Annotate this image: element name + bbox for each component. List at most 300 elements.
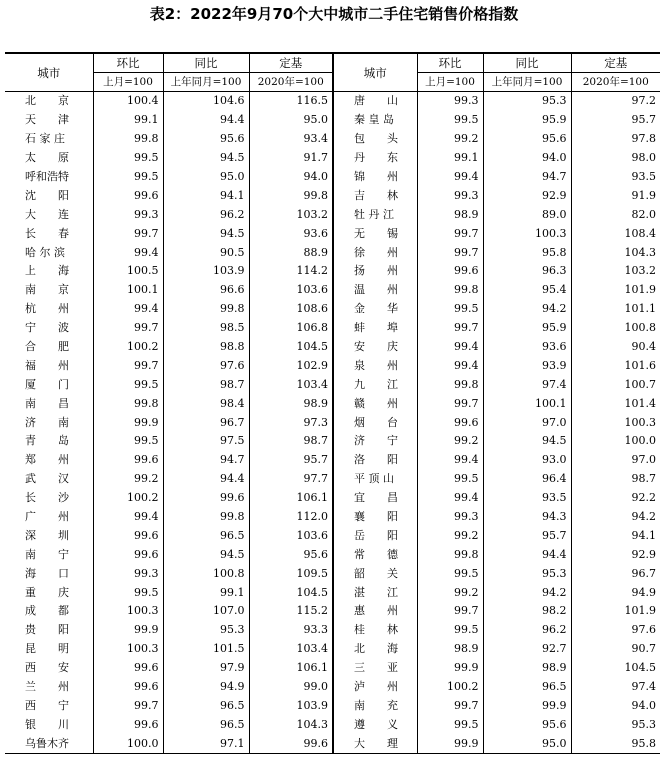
mom-value: 99.4 <box>417 168 483 187</box>
yoy-value: 98.5 <box>163 319 249 338</box>
base-value: 99.6 <box>249 734 333 753</box>
city-name: 三 亚 <box>333 659 417 678</box>
mom-value: 100.0 <box>93 734 163 753</box>
city-name: 烟 台 <box>333 413 417 432</box>
mom-value: 99.5 <box>93 583 163 602</box>
mom-value: 99.6 <box>93 526 163 545</box>
base-value: 94.2 <box>571 508 660 527</box>
mom-value: 98.9 <box>417 205 483 224</box>
city-name: 沈 阳 <box>25 188 69 202</box>
base-value: 108.6 <box>249 300 333 319</box>
base-value: 98.7 <box>571 470 660 489</box>
base-value: 106.1 <box>249 659 333 678</box>
mom-value: 99.9 <box>417 659 483 678</box>
mom-value: 99.7 <box>93 697 163 716</box>
mom-value: 100.3 <box>93 640 163 659</box>
mom-value: 99.7 <box>417 243 483 262</box>
yoy-value: 95.6 <box>483 715 571 734</box>
city-name: 郑 州 <box>25 453 69 467</box>
table-row <box>5 489 660 508</box>
base-value: 93.5 <box>571 168 660 187</box>
city-name: 常 德 <box>333 545 417 564</box>
mom-value: 99.4 <box>417 338 483 357</box>
city-name: 厦 门 <box>25 377 69 391</box>
table-row <box>5 451 660 470</box>
city-name: 上 海 <box>25 264 69 278</box>
mom-value: 98.9 <box>417 640 483 659</box>
table-row <box>5 262 660 281</box>
yoy-value: 92.7 <box>483 640 571 659</box>
city-name: 深 圳 <box>25 528 69 542</box>
yoy-value: 99.9 <box>483 697 571 716</box>
mom-value: 99.4 <box>93 243 163 262</box>
mom-value: 99.5 <box>93 149 163 168</box>
yoy-value: 97.6 <box>163 356 249 375</box>
mom-value: 99.5 <box>93 432 163 451</box>
base-value: 101.4 <box>571 394 660 413</box>
base-value: 97.6 <box>571 621 660 640</box>
city-name: 桂 林 <box>333 621 417 640</box>
yoy-value: 100.3 <box>483 224 571 243</box>
city-name: 长 春 <box>25 226 69 240</box>
yoy-value: 98.4 <box>163 394 249 413</box>
base-value: 94.0 <box>249 168 333 187</box>
yoy-value: 99.8 <box>163 508 249 527</box>
base-value: 104.5 <box>249 583 333 602</box>
city-name: 宜 昌 <box>333 489 417 508</box>
table-row <box>5 678 660 697</box>
mom-value: 99.5 <box>93 168 163 187</box>
yoy-value: 94.1 <box>163 186 249 205</box>
city-name: 济 南 <box>25 415 69 429</box>
base-value: 94.1 <box>571 526 660 545</box>
base-value: 103.6 <box>249 526 333 545</box>
base-value: 100.3 <box>571 413 660 432</box>
base-value: 103.4 <box>249 375 333 394</box>
city-name: 蚌 埠 <box>333 319 417 338</box>
table-row <box>5 697 660 716</box>
city-name: 徐 州 <box>333 243 417 262</box>
city-name: 金 华 <box>333 300 417 319</box>
city-name: 兰 州 <box>25 680 69 694</box>
table-row <box>5 205 660 224</box>
mom-value: 99.5 <box>93 375 163 394</box>
yoy-value: 97.9 <box>163 659 249 678</box>
mom-value: 99.6 <box>93 678 163 697</box>
table-row <box>5 470 660 489</box>
mom-value: 100.4 <box>93 92 163 111</box>
city-name: 泸 州 <box>333 678 417 697</box>
yoy-value: 95.0 <box>163 168 249 187</box>
mom-value: 100.3 <box>93 602 163 621</box>
city-name: 吉 林 <box>333 186 417 205</box>
base-value: 106.1 <box>249 489 333 508</box>
table-row <box>5 564 660 583</box>
city-name: 惠 州 <box>333 602 417 621</box>
yoy-value: 94.3 <box>483 508 571 527</box>
yoy-value: 99.1 <box>163 583 249 602</box>
city-name: 成 都 <box>25 604 69 618</box>
base-sub-header-left: 2020年=100 <box>249 73 333 92</box>
mom-value: 100.1 <box>93 281 163 300</box>
table-row <box>5 224 660 243</box>
mom-value: 99.3 <box>417 92 483 111</box>
yoy-value: 99.6 <box>163 489 249 508</box>
city-name: 襄 阳 <box>333 508 417 527</box>
mom-value: 99.8 <box>417 281 483 300</box>
city-name: 海 口 <box>25 566 69 580</box>
city-name: 大 连 <box>25 207 69 221</box>
city-header-right: 城市 <box>333 53 417 92</box>
base-value: 97.0 <box>571 451 660 470</box>
base-value: 93.4 <box>249 130 333 149</box>
base-value: 106.8 <box>249 319 333 338</box>
yoy-value: 103.9 <box>163 262 249 281</box>
base-value: 104.5 <box>571 659 660 678</box>
table-row <box>5 602 660 621</box>
city-name: 平 顶 山 <box>333 470 417 489</box>
base-value: 96.7 <box>571 564 660 583</box>
mom-value: 99.5 <box>417 621 483 640</box>
mom-value: 99.6 <box>93 659 163 678</box>
mom-value: 99.3 <box>417 508 483 527</box>
city-name: 哈 尔 滨 <box>25 245 65 259</box>
table-row <box>5 545 660 564</box>
yoy-value: 94.0 <box>483 149 571 168</box>
base-value: 99.8 <box>249 186 333 205</box>
city-name: 西 宁 <box>25 698 69 712</box>
table-row <box>5 319 660 338</box>
yoy-sub-header-right: 上年同月=100 <box>483 73 571 92</box>
yoy-value: 96.6 <box>163 281 249 300</box>
mom-sub-header-right: 上月=100 <box>417 73 483 92</box>
yoy-value: 92.9 <box>483 186 571 205</box>
yoy-sub-header-left: 上年同月=100 <box>163 73 249 92</box>
yoy-value: 99.8 <box>163 300 249 319</box>
yoy-value: 90.5 <box>163 243 249 262</box>
yoy-value: 96.4 <box>483 470 571 489</box>
yoy-value: 95.9 <box>483 319 571 338</box>
mom-value: 99.4 <box>93 300 163 319</box>
city-name: 湛 江 <box>333 583 417 602</box>
base-value: 94.0 <box>571 697 660 716</box>
mom-value: 99.2 <box>93 470 163 489</box>
yoy-value: 107.0 <box>163 602 249 621</box>
city-name: 扬 州 <box>333 262 417 281</box>
mom-value: 100.5 <box>93 262 163 281</box>
yoy-value: 96.7 <box>163 413 249 432</box>
yoy-value: 95.3 <box>483 564 571 583</box>
base-sub-header-right: 2020年=100 <box>571 73 660 92</box>
base-value: 100.0 <box>571 432 660 451</box>
mom-value: 99.2 <box>417 130 483 149</box>
table-header <box>5 53 660 92</box>
base-value: 109.5 <box>249 564 333 583</box>
city-name: 武 汉 <box>25 472 69 486</box>
yoy-value: 94.5 <box>163 545 249 564</box>
yoy-value: 95.0 <box>483 734 571 753</box>
table-row <box>5 621 660 640</box>
city-name: 九 江 <box>333 375 417 394</box>
base-value: 97.4 <box>571 678 660 697</box>
yoy-value: 96.2 <box>163 205 249 224</box>
base-value: 95.0 <box>249 111 333 130</box>
city-name: 贵 阳 <box>25 623 69 637</box>
mom-value: 99.5 <box>417 300 483 319</box>
mom-value: 99.5 <box>417 715 483 734</box>
mom-value: 99.2 <box>417 432 483 451</box>
mom-value: 99.8 <box>417 545 483 564</box>
yoy-value: 89.0 <box>483 205 571 224</box>
city-name: 安 庆 <box>333 338 417 357</box>
base-value: 97.7 <box>249 470 333 489</box>
mom-value: 99.7 <box>93 319 163 338</box>
mom-header-left: 环比 <box>93 53 163 73</box>
table-row <box>5 356 660 375</box>
mom-value: 99.3 <box>93 205 163 224</box>
yoy-value: 93.6 <box>483 338 571 357</box>
base-value: 82.0 <box>571 205 660 224</box>
city-name: 秦 皇 岛 <box>333 111 417 130</box>
base-value: 97.8 <box>571 130 660 149</box>
mom-value: 99.6 <box>417 413 483 432</box>
base-value: 116.5 <box>249 92 333 111</box>
mom-value: 99.7 <box>417 319 483 338</box>
base-value: 95.6 <box>249 545 333 564</box>
mom-value: 99.9 <box>417 734 483 753</box>
base-value: 103.2 <box>571 262 660 281</box>
table-row <box>5 394 660 413</box>
mom-value: 99.7 <box>417 224 483 243</box>
yoy-value: 93.5 <box>483 489 571 508</box>
base-value: 101.1 <box>571 300 660 319</box>
yoy-value: 94.2 <box>483 583 571 602</box>
mom-value: 99.6 <box>93 545 163 564</box>
yoy-value: 93.0 <box>483 451 571 470</box>
base-value: 114.2 <box>249 262 333 281</box>
mom-value: 99.6 <box>93 186 163 205</box>
base-value: 103.6 <box>249 281 333 300</box>
city-name: 大 理 <box>333 734 417 753</box>
base-value: 98.7 <box>249 432 333 451</box>
yoy-header-left: 同比 <box>163 53 249 73</box>
base-value: 115.2 <box>249 602 333 621</box>
table-row <box>5 583 660 602</box>
mom-value: 99.5 <box>417 470 483 489</box>
base-value: 92.2 <box>571 489 660 508</box>
yoy-value: 98.8 <box>163 338 249 357</box>
base-value: 97.3 <box>249 413 333 432</box>
mom-value: 100.2 <box>93 338 163 357</box>
yoy-value: 95.6 <box>163 130 249 149</box>
mom-value: 99.7 <box>417 394 483 413</box>
mom-value: 99.3 <box>93 564 163 583</box>
city-name: 锦 州 <box>333 168 417 187</box>
base-value: 95.3 <box>571 715 660 734</box>
city-name: 赣 州 <box>333 394 417 413</box>
yoy-value: 93.9 <box>483 356 571 375</box>
mom-value: 99.6 <box>93 715 163 734</box>
price-index-table <box>5 52 660 754</box>
base-value: 99.0 <box>249 678 333 697</box>
base-value: 90.7 <box>571 640 660 659</box>
city-name: 南 充 <box>333 697 417 716</box>
yoy-value: 94.9 <box>163 678 249 697</box>
base-value: 90.4 <box>571 338 660 357</box>
yoy-value: 96.2 <box>483 621 571 640</box>
yoy-value: 96.5 <box>163 526 249 545</box>
table-row <box>5 281 660 300</box>
city-name: 北 海 <box>333 640 417 659</box>
base-value: 104.3 <box>571 243 660 262</box>
table-row <box>5 526 660 545</box>
yoy-value: 94.7 <box>483 168 571 187</box>
base-header-left: 定基 <box>249 53 333 73</box>
mom-value: 99.9 <box>93 621 163 640</box>
yoy-value: 97.4 <box>483 375 571 394</box>
mom-value: 99.5 <box>417 564 483 583</box>
table-row <box>5 149 660 168</box>
city-name: 青 岛 <box>25 434 69 448</box>
base-value: 97.2 <box>571 92 660 111</box>
yoy-value: 94.4 <box>163 470 249 489</box>
yoy-value: 96.5 <box>163 697 249 716</box>
yoy-value: 95.8 <box>483 243 571 262</box>
city-name: 洛 阳 <box>333 451 417 470</box>
city-name: 岳 阳 <box>333 526 417 545</box>
city-name: 昆 明 <box>25 642 69 656</box>
table-row <box>5 186 660 205</box>
yoy-value: 95.3 <box>483 92 571 111</box>
base-value: 93.6 <box>249 224 333 243</box>
base-value: 94.9 <box>571 583 660 602</box>
city-name: 石 家 庄 <box>25 132 65 146</box>
city-name: 呼和浩特 <box>25 170 69 183</box>
city-name: 重 庆 <box>25 585 69 599</box>
mom-value: 99.8 <box>417 375 483 394</box>
base-value: 88.9 <box>249 243 333 262</box>
base-value: 92.9 <box>571 545 660 564</box>
base-value: 108.4 <box>571 224 660 243</box>
base-value: 101.9 <box>571 281 660 300</box>
city-name: 温 州 <box>333 281 417 300</box>
city-header-left: 城市 <box>5 53 93 92</box>
mom-header-right: 环比 <box>417 53 483 73</box>
base-value: 100.8 <box>571 319 660 338</box>
mom-value: 99.7 <box>93 224 163 243</box>
yoy-value: 95.6 <box>483 130 571 149</box>
mom-value: 100.2 <box>93 489 163 508</box>
mom-value: 99.6 <box>417 262 483 281</box>
city-name: 天 津 <box>25 113 69 127</box>
yoy-value: 94.7 <box>163 451 249 470</box>
base-value: 101.6 <box>571 356 660 375</box>
table-row <box>5 413 660 432</box>
city-name: 杭 州 <box>25 302 69 316</box>
yoy-value: 97.5 <box>163 432 249 451</box>
table-title: 表2：2022年9月70个大中城市二手住宅销售价格指数 <box>149 5 519 23</box>
yoy-value: 94.4 <box>163 111 249 130</box>
table-row <box>5 659 660 678</box>
table-row <box>5 168 660 187</box>
mom-value: 99.3 <box>417 186 483 205</box>
base-value: 100.7 <box>571 375 660 394</box>
base-value: 103.9 <box>249 697 333 716</box>
mom-value: 99.4 <box>417 451 483 470</box>
base-header-right: 定基 <box>571 53 660 73</box>
yoy-value: 94.5 <box>163 224 249 243</box>
table-row <box>5 375 660 394</box>
mom-value: 99.4 <box>417 356 483 375</box>
yoy-value: 98.2 <box>483 602 571 621</box>
base-value: 95.8 <box>571 734 660 753</box>
city-name: 合 肥 <box>25 340 69 354</box>
table-row <box>5 734 660 753</box>
yoy-value: 94.5 <box>483 432 571 451</box>
city-name: 南 宁 <box>25 547 69 561</box>
city-name: 无 锡 <box>333 224 417 243</box>
mom-sub-header-left: 上月=100 <box>93 73 163 92</box>
yoy-value: 94.2 <box>483 300 571 319</box>
city-name: 西 安 <box>25 661 69 675</box>
yoy-value: 96.5 <box>163 715 249 734</box>
city-name: 南 京 <box>25 283 69 297</box>
base-value: 95.7 <box>571 111 660 130</box>
yoy-value: 100.8 <box>163 564 249 583</box>
base-value: 98.0 <box>571 149 660 168</box>
table-row <box>5 715 660 734</box>
city-name: 唐 山 <box>333 92 417 111</box>
base-value: 102.9 <box>249 356 333 375</box>
city-name: 济 宁 <box>333 432 417 451</box>
table-row <box>5 640 660 659</box>
mom-value: 99.7 <box>417 602 483 621</box>
yoy-value: 97.0 <box>483 413 571 432</box>
yoy-value: 101.5 <box>163 640 249 659</box>
mom-value: 100.2 <box>417 678 483 697</box>
mom-value: 99.8 <box>93 394 163 413</box>
mom-value: 99.1 <box>93 111 163 130</box>
mom-value: 99.8 <box>93 130 163 149</box>
table-row <box>5 111 660 130</box>
table-row <box>5 432 660 451</box>
yoy-value: 98.7 <box>163 375 249 394</box>
city-name: 韶 关 <box>333 564 417 583</box>
base-value: 98.9 <box>249 394 333 413</box>
base-value: 91.9 <box>571 186 660 205</box>
city-name: 宁 波 <box>25 321 69 335</box>
table-row <box>5 300 660 319</box>
mom-value: 99.7 <box>93 356 163 375</box>
city-name: 乌鲁木齐 <box>5 734 93 753</box>
base-value: 112.0 <box>249 508 333 527</box>
yoy-value: 95.7 <box>483 526 571 545</box>
mom-value: 99.7 <box>417 697 483 716</box>
yoy-value: 97.1 <box>163 734 249 753</box>
city-name: 遵 义 <box>333 715 417 734</box>
base-value: 103.2 <box>249 205 333 224</box>
city-name: 丹 东 <box>333 149 417 168</box>
mom-value: 99.2 <box>417 583 483 602</box>
city-name: 南 昌 <box>25 396 69 410</box>
base-value: 101.9 <box>571 602 660 621</box>
table-row <box>5 92 660 111</box>
mom-value: 99.1 <box>417 149 483 168</box>
yoy-value: 100.1 <box>483 394 571 413</box>
city-name: 太 原 <box>25 151 69 165</box>
table-row <box>5 338 660 357</box>
mom-value: 99.5 <box>417 111 483 130</box>
